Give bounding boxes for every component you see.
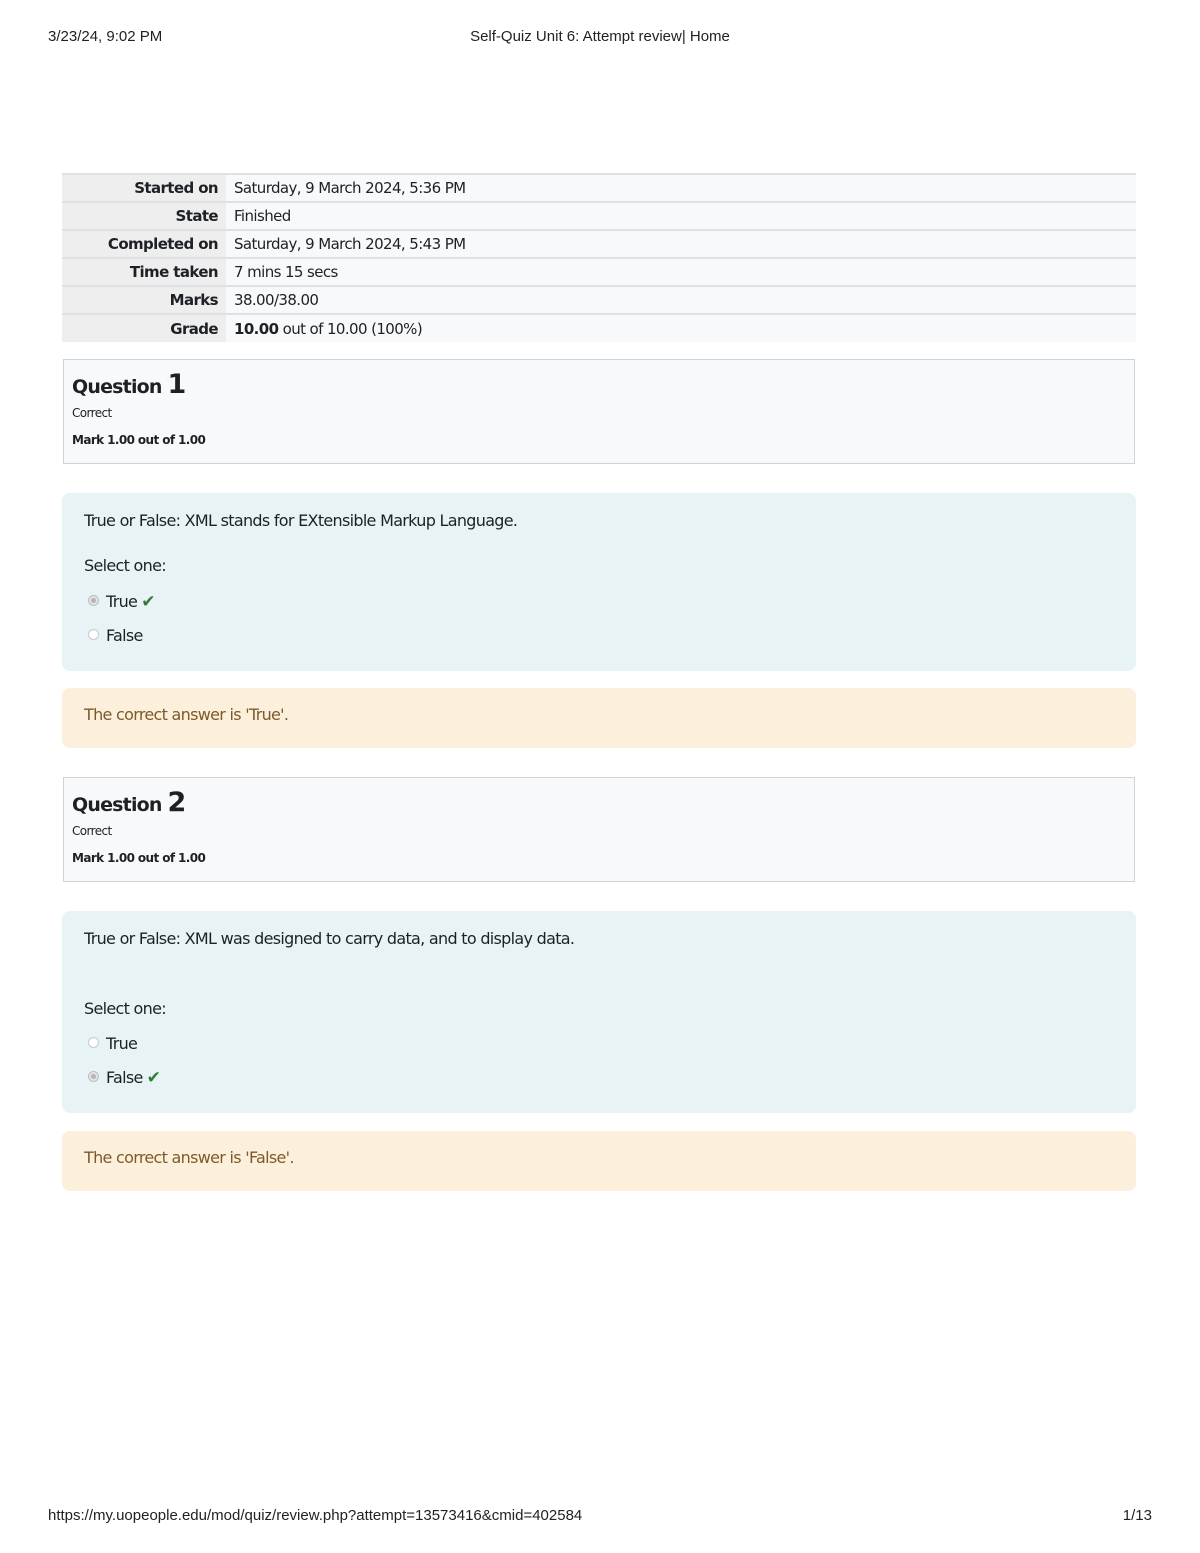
answer-option-true[interactable] (88, 1034, 137, 1054)
summary-row-marks (62, 286, 1136, 314)
radio-button[interactable] (88, 629, 99, 640)
check-mark-icon: ✔ (141, 592, 155, 612)
question-1-info (63, 359, 1135, 464)
question-state: Correct (72, 824, 112, 838)
summary-value: 7 mins 15 secs (226, 258, 1136, 286)
question-2-formulation (62, 911, 1136, 1113)
summary-label: Grade (62, 314, 226, 342)
answer-option-false[interactable] (88, 1068, 160, 1088)
summary-value: Saturday, 9 March 2024, 5:36 PM (226, 174, 1136, 202)
answer-option-true[interactable] (88, 592, 155, 612)
select-one-prompt: Select one: (84, 556, 166, 575)
question-heading: Question (72, 794, 168, 816)
print-url: https://my.uopeople.edu/mod/quiz/review.php?attempt=13573416&cmid=402584 (48, 1507, 583, 1524)
radio-button[interactable] (88, 1037, 99, 1048)
print-footer (48, 1507, 1152, 1527)
select-one-prompt: Select one: (84, 999, 166, 1018)
question-title (72, 368, 1126, 402)
option-label: True (106, 1034, 138, 1053)
grade-out-of: out of 10.00 (100%) (278, 319, 423, 338)
question-2-feedback: The correct answer is 'False'. (62, 1131, 1136, 1191)
summary-value: Saturday, 9 March 2024, 5:43 PM (226, 230, 1136, 258)
question-2-info (63, 777, 1135, 882)
summary-row-completed (62, 230, 1136, 258)
summary-row-state (62, 202, 1136, 230)
check-mark-icon: ✔ (146, 1068, 161, 1088)
print-page-title: Self-Quiz Unit 6: Attempt review| Home (470, 28, 730, 45)
print-page-number: 1/13 (1122, 1507, 1152, 1524)
print-datetime: 3/23/24, 9:02 PM (48, 28, 163, 45)
summary-label: Started on (62, 174, 226, 202)
option-label: True (106, 592, 138, 611)
summary-label: Completed on (62, 230, 226, 258)
question-text: True or False: XML was designed to carry data, and to display data. (84, 929, 575, 948)
radio-button-selected[interactable] (88, 1071, 99, 1082)
summary-value: 38.00/38.00 (226, 286, 1136, 314)
attempt-summary-table (62, 173, 1136, 342)
option-label: False (106, 1068, 143, 1087)
grade-value: 10.00 (234, 319, 279, 338)
question-title (72, 786, 1126, 820)
summary-value (226, 314, 1136, 342)
question-1-feedback: The correct answer is 'True'. (62, 688, 1136, 748)
summary-row-started (62, 174, 1136, 202)
print-header (48, 28, 1152, 48)
summary-label: Time taken (62, 258, 226, 286)
question-heading: Question (72, 376, 168, 398)
question-1-formulation (62, 493, 1136, 671)
summary-label: Marks (62, 286, 226, 314)
question-number: 1 (167, 369, 186, 400)
question-state: Correct (72, 406, 112, 420)
summary-row-grade (62, 314, 1136, 342)
summary-label: State (62, 202, 226, 230)
summary-value: Finished (226, 202, 1136, 230)
question-text: True or False: XML stands for EXtensible Markup Language. (84, 511, 518, 530)
question-mark: Mark 1.00 out of 1.00 (72, 851, 206, 865)
question-number: 2 (167, 787, 186, 818)
option-label: False (106, 626, 143, 645)
radio-button-selected[interactable] (88, 595, 99, 606)
answer-option-false[interactable] (88, 626, 143, 646)
summary-row-time-taken (62, 258, 1136, 286)
question-mark: Mark 1.00 out of 1.00 (72, 433, 206, 447)
